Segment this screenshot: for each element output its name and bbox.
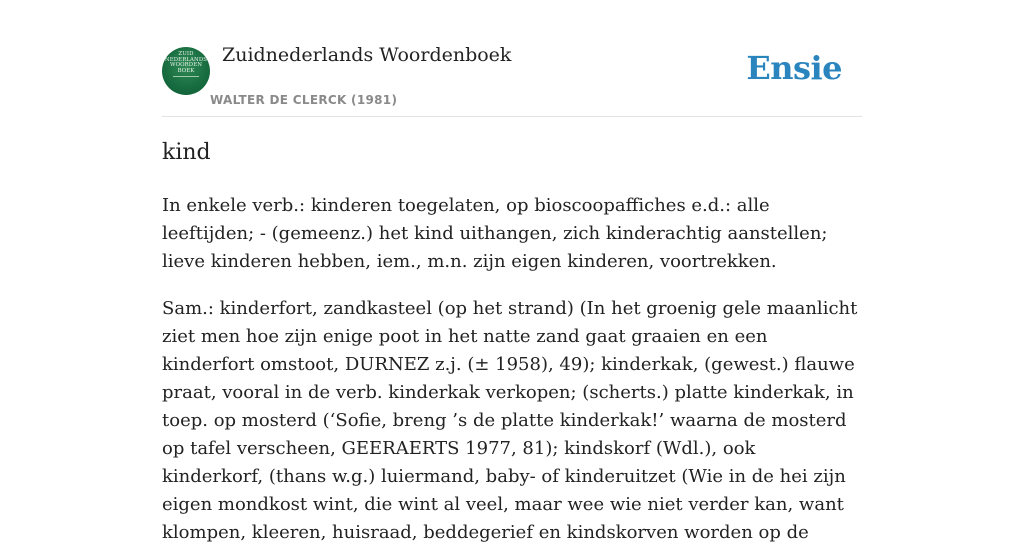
entry-title: kind [162, 140, 211, 165]
logo-divider [173, 76, 199, 77]
ensie-logo-link[interactable]: Ensie [746, 49, 842, 87]
dictionary-title-link[interactable]: Zuidnederlands Woordenboek [222, 44, 512, 66]
dictionary-header [162, 0, 862, 117]
logo-text-line: BOEK [177, 67, 195, 74]
entry-paragraph: In enkele verb.: kinderen toegelaten, op bioscoopaffiches e.d.: alle leeftijden; - (gemeenz.) het kind uithangen, zich kinderachtig aanstellen; lieve kinderen hebben, iem., m.n. zijn eigen kinderen, voortrekken. [162, 195, 828, 272]
entry-paragraph: Sam.: kinderfort, zandkasteel (op het strand) (In het groenig gele maanlicht ziet men hoe zijn enige poot in het natte zand gaat graaien en een kinderfort omstoot, DURNEZ z.j. (± 1958), 49); kinderkak, (gewest.) flauwe praat, vooral in de verb. kinderkak verkopen; (scherts.) platte kinderkak, in toep. op mosterd (‘Sofie, breng ’s de platte kinderkak!’ waarna de mosterd op tafel verscheen, GEERAERTS 1977, 81); kindskorf (Wdl.), ook kinderkorf, (thans w.g.) luiermand, baby- of kinderuitzet (Wie in de hei zijn eigen mondkost wint, die wint al veel, maar wee wie niet verder kan, want klompen, kleeren, huisraad, beddegerief en kindskorven worden op de [162, 298, 858, 543]
logo-text-line: ZUID [178, 51, 194, 57]
dictionary-logo[interactable] [162, 47, 210, 95]
logo-text-line: WOORDEN [169, 62, 203, 69]
logo-text-line: NEDERLANDS [164, 56, 208, 63]
dictionary-author: WALTER DE CLERCK (1981) [210, 93, 398, 107]
content-container [162, 0, 862, 543]
